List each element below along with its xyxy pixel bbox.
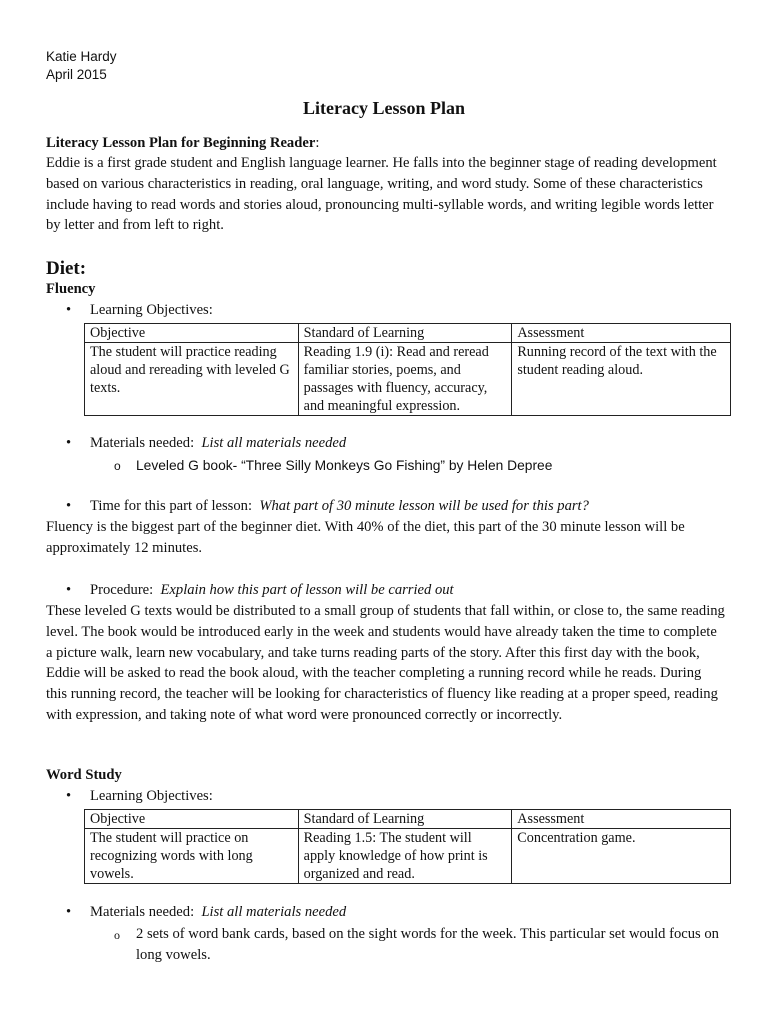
author-block bbox=[46, 48, 117, 84]
word-study-materials-label: Materials needed: bbox=[90, 904, 195, 920]
page-title: Literacy Lesson Plan bbox=[303, 98, 465, 118]
intro-paragraph: Eddie is a first grade student and English language learner. He falls into the beginner stage of reading development based on various characteristics in reading, oral language, writing, and word study. Some of these characteristics include having to read words and stories aloud, pronouncing multi-syllable words, and writing legible words letter by letter and from left to right. bbox=[46, 155, 717, 234]
table-cell: The student will practice on recognizing words with long vowels. bbox=[85, 829, 299, 884]
fluency-heading: Fluency bbox=[46, 281, 96, 297]
bullet-icon: • bbox=[66, 582, 72, 598]
fluency-objectives-label: Learning Objectives: bbox=[90, 302, 213, 318]
diet-heading: Diet: bbox=[46, 258, 87, 279]
fluency-time-bullet bbox=[66, 498, 589, 515]
bullet-icon: • bbox=[66, 904, 72, 920]
table-header-row bbox=[85, 810, 731, 829]
fluency-procedure-bullet bbox=[66, 582, 454, 599]
intro-heading-text: Literacy Lesson Plan for Beginning Reader bbox=[46, 135, 316, 151]
fluency-procedure-paragraph: These leveled G texts would be distributed to a small group of students that fall within, or close to, the same reading level. The book would be introduced early in the week and students would have already taken the time to complete a picture walk, learn new vocabulary, and take turns reading parts of the story. After this first day with the book, Eddie will be asked to read the book aloud, with the teacher completing a running record while he reads. During this running record, the teacher will be looking for characteristics of fluency like reading at a proper speed, reading with expression, and taking note of what word were pronounced correctly or incorrectly. bbox=[46, 603, 725, 723]
bullet-icon: • bbox=[66, 498, 72, 514]
table-header-cell: Objective bbox=[85, 324, 299, 343]
word-study-objectives-label: Learning Objectives: bbox=[90, 788, 213, 804]
table-header-cell: Assessment bbox=[512, 324, 731, 343]
fluency-procedure-prompt: Explain how this part of lesson will be carried out bbox=[160, 582, 454, 598]
table-header-cell: Objective bbox=[85, 810, 299, 829]
fluency-time-label: Time for this part of lesson: bbox=[90, 498, 253, 514]
author-name: Katie Hardy bbox=[46, 49, 117, 64]
table-cell: Reading 1.9 (i): Read and reread familiar stories, poems, and passages with fluency, accuracy, and meaningful expression. bbox=[298, 343, 512, 416]
fluency-materials-prompt: List all materials needed bbox=[201, 435, 347, 451]
fluency-materials-item bbox=[114, 456, 552, 477]
fluency-time-paragraph: Fluency is the biggest part of the beginner diet. With 40% of the diet, this part of the 30 minute lesson will be approximately 12 minutes. bbox=[46, 519, 685, 556]
bullet-icon: • bbox=[66, 788, 72, 804]
sub-bullet-icon: o bbox=[114, 928, 120, 942]
table-row bbox=[85, 343, 731, 416]
table-cell: Running record of the text with the student reading aloud. bbox=[512, 343, 731, 416]
intro-heading-colon: : bbox=[315, 135, 320, 151]
word-study-materials-prompt: List all materials needed bbox=[201, 904, 347, 920]
word-study-objectives-bullet bbox=[66, 788, 213, 805]
word-study-objectives-table bbox=[84, 809, 731, 884]
sub-bullet-icon: o bbox=[114, 459, 121, 473]
fluency-procedure-label: Procedure: bbox=[90, 582, 154, 598]
fluency-materials-item-text: Leveled G book- “Three Silly Monkeys Go Fishing” by Helen Depree bbox=[136, 458, 553, 473]
fluency-materials-bullet bbox=[66, 435, 346, 452]
table-header-cell: Standard of Learning bbox=[298, 810, 512, 829]
table-header-row bbox=[85, 324, 731, 343]
fluency-time-prompt: What part of 30 minute lesson will be used for this part? bbox=[259, 498, 589, 514]
table-row bbox=[85, 829, 731, 884]
word-study-heading: Word Study bbox=[46, 767, 122, 783]
intro-heading bbox=[46, 133, 726, 154]
table-cell: Reading 1.5: The student will apply knowledge of how print is organized and read. bbox=[298, 829, 512, 884]
table-cell: The student will practice reading aloud and rereading with leveled G texts. bbox=[85, 343, 299, 416]
fluency-materials-label: Materials needed: bbox=[90, 435, 195, 451]
word-study-materials-item: 2 sets of word bank cards, based on the sight words for the week. This particular set would focus on long vowels. bbox=[136, 926, 719, 963]
document-date: April 2015 bbox=[46, 67, 107, 82]
bullet-icon: • bbox=[66, 302, 72, 318]
table-header-cell: Assessment bbox=[512, 810, 731, 829]
table-cell: Concentration game. bbox=[512, 829, 731, 884]
fluency-objectives-table bbox=[84, 323, 731, 416]
table-header-cell: Standard of Learning bbox=[298, 324, 512, 343]
word-study-materials-bullet bbox=[66, 904, 346, 921]
fluency-objectives-bullet bbox=[66, 302, 213, 319]
bullet-icon: • bbox=[66, 435, 72, 451]
